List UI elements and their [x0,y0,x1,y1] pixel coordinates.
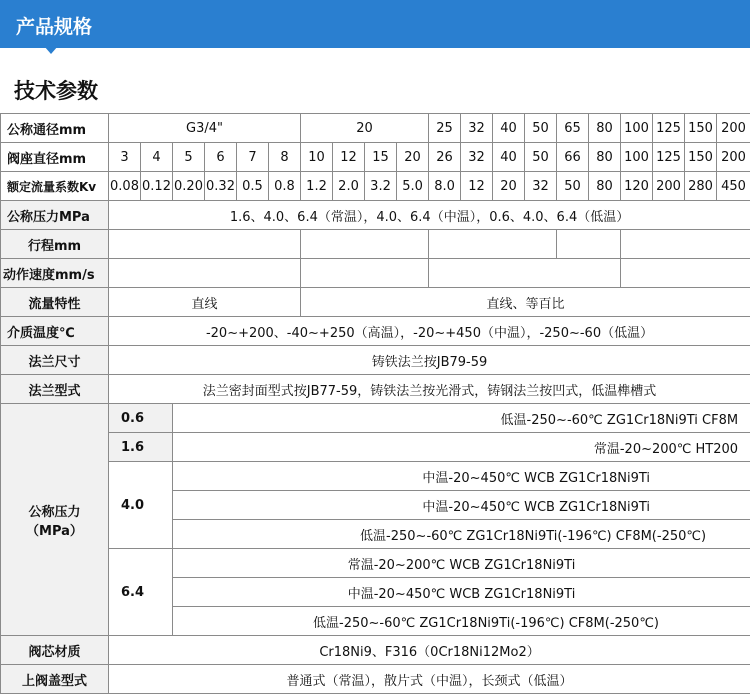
pressure-64-line1: 常温-20~200℃ WCB ZG1Cr18Ni9Ti [173,549,750,578]
row-nominal-pressure [1,201,750,230]
label-medium-temperature: 介质温度℃ [1,317,109,346]
label-seat-diameter: 阀座直径mm [1,143,109,172]
pressure-64: 6.4 [109,549,173,636]
cell-g34: G3/4" [109,114,301,143]
row-action-speed [1,259,750,288]
row-bonnet-type [1,665,750,694]
seat-value: 125 [653,143,685,172]
label-flow-coefficient: 额定流量系数Kv [1,172,109,201]
row-flange-type [1,375,750,404]
kv-value: 2.0 [333,172,365,201]
seat-value: 40 [493,143,525,172]
kv-value: 280 [685,172,717,201]
flange-size-value: 铸铁法兰按JB79-59 [109,346,750,375]
banner-divider [0,46,750,48]
kv-value: 0.08 [109,172,141,201]
row-core-material [1,636,750,665]
speed-cell [301,259,429,288]
stroke-cell [429,230,557,259]
nominal-size: 25 [429,114,461,143]
row-nominal-diameter [1,114,750,143]
spec-banner [0,0,750,46]
nominal-size: 65 [557,114,589,143]
nominal-size: 125 [653,114,685,143]
kv-value: 20 [493,172,525,201]
pressure-64-line3: 低温-250~-60℃ ZG1Cr18Ni9Ti(-196℃) CF8M(-250℃) [173,607,750,636]
pressure-40: 4.0 [109,462,173,549]
pressure-16: 1.6 [109,433,173,462]
row-pressure-16 [1,433,750,462]
label-flange-type: 法兰型式 [1,375,109,404]
seat-value: 150 [685,143,717,172]
stroke-cell [109,230,301,259]
pressure-group-line2: （MPa） [26,524,83,539]
seat-value: 66 [557,143,589,172]
kv-value: 1.2 [301,172,333,201]
label-bonnet-type: 上阀盖型式 [1,665,109,694]
cell-20: 20 [301,114,429,143]
nominal-pressure-value: 1.6、4.0、6.4（常温），4.0、6.4（中温），0.6、4.0、6.4（低温） [109,201,750,230]
row-pressure-40-a [1,462,750,491]
spec-table [0,113,750,694]
nominal-size: 150 [685,114,717,143]
kv-value: 120 [621,172,653,201]
flowchar-linear-equal: 直线、等百比 [301,288,750,317]
seat-value: 26 [429,143,461,172]
nominal-size: 80 [589,114,621,143]
pressure-06: 0.6 [109,404,173,433]
section-title: 技术参数 [14,75,98,105]
row-stroke [1,230,750,259]
kv-value: 0.20 [173,172,205,201]
row-pressure-06 [1,404,750,433]
seat-value: 6 [205,143,237,172]
nominal-size: 50 [525,114,557,143]
label-flange-size: 法兰尺寸 [1,346,109,375]
pressure-40-line1: 中温-20~450℃ WCB ZG1Cr18Ni9Ti [173,462,750,491]
pressure-16-text: 常温-20~200℃ HT200 [173,433,750,462]
seat-value: 5 [173,143,205,172]
kv-value: 200 [653,172,685,201]
kv-value: 8.0 [429,172,461,201]
row-medium-temperature [1,317,750,346]
pressure-40-line2: 中温-20~450℃ WCB ZG1Cr18Ni9Ti [173,491,750,520]
label-nominal-pressure: 公称压力MPa [1,201,109,230]
row-flange-size [1,346,750,375]
seat-value: 32 [461,143,493,172]
medium-temperature-value: -20~+200、-40~+250（高温），-20~+450（中温），-250~-60（低温） [109,317,750,346]
seat-value: 200 [717,143,750,172]
row-seat-diameter [1,143,750,172]
kv-value: 3.2 [365,172,397,201]
kv-value: 50 [557,172,589,201]
nominal-size: 40 [493,114,525,143]
bonnet-type-value: 普通式（常温），散片式（中温），长颈式（低温） [109,665,750,694]
seat-value: 4 [141,143,173,172]
row-flow-characteristic [1,288,750,317]
nominal-size: 32 [461,114,493,143]
kv-value: 0.32 [205,172,237,201]
label-action-speed: 动作速度mm/s [1,259,109,288]
pressure-64-line2: 中温-20~450℃ WCB ZG1Cr18Ni9Ti [173,578,750,607]
core-material-value: Cr18Ni9、F316（0Cr18Ni12Mo2） [109,636,750,665]
flowchar-linear: 直线 [109,288,301,317]
speed-cell [109,259,301,288]
pressure-group-line1: 公称压力 [28,505,80,520]
kv-value: 80 [589,172,621,201]
stroke-cell [557,230,621,259]
pressure-06-text: 低温-250~-60℃ ZG1Cr18Ni9Ti CF8M [173,404,750,433]
seat-value: 12 [333,143,365,172]
seat-value: 80 [589,143,621,172]
label-flow-characteristic: 流量特性 [1,288,109,317]
seat-value: 10 [301,143,333,172]
stroke-cell [621,230,750,259]
banner-pointer [44,46,58,54]
kv-value: 12 [461,172,493,201]
seat-value: 15 [365,143,397,172]
seat-value: 20 [397,143,429,172]
pressure-40-line3: 低温-250~-60℃ ZG1Cr18Ni9Ti(-196℃) CF8M(-250℃) [173,520,750,549]
kv-value: 0.12 [141,172,173,201]
nominal-size: 200 [717,114,750,143]
nominal-size: 100 [621,114,653,143]
seat-value: 8 [269,143,301,172]
label-pressure-group [1,404,109,636]
flange-type-value: 法兰密封面型式按JB77-59，铸铁法兰按光滑式，铸钢法兰按凹式，低温榫槽式 [109,375,750,404]
label-core-material: 阀芯材质 [1,636,109,665]
row-pressure-64-a [1,549,750,578]
kv-value: 0.5 [237,172,269,201]
speed-cell [621,259,750,288]
seat-value: 7 [237,143,269,172]
kv-value: 0.8 [269,172,301,201]
seat-value: 100 [621,143,653,172]
kv-value: 450 [717,172,750,201]
label-stroke: 行程mm [1,230,109,259]
seat-value: 3 [109,143,141,172]
kv-value: 32 [525,172,557,201]
stroke-cell [301,230,429,259]
banner-title: 产品规格 [16,12,92,39]
row-flow-coefficient [1,172,750,201]
speed-cell [429,259,621,288]
kv-value: 5.0 [397,172,429,201]
label-nominal-diameter: 公称通径mm [1,114,109,143]
seat-value: 50 [525,143,557,172]
